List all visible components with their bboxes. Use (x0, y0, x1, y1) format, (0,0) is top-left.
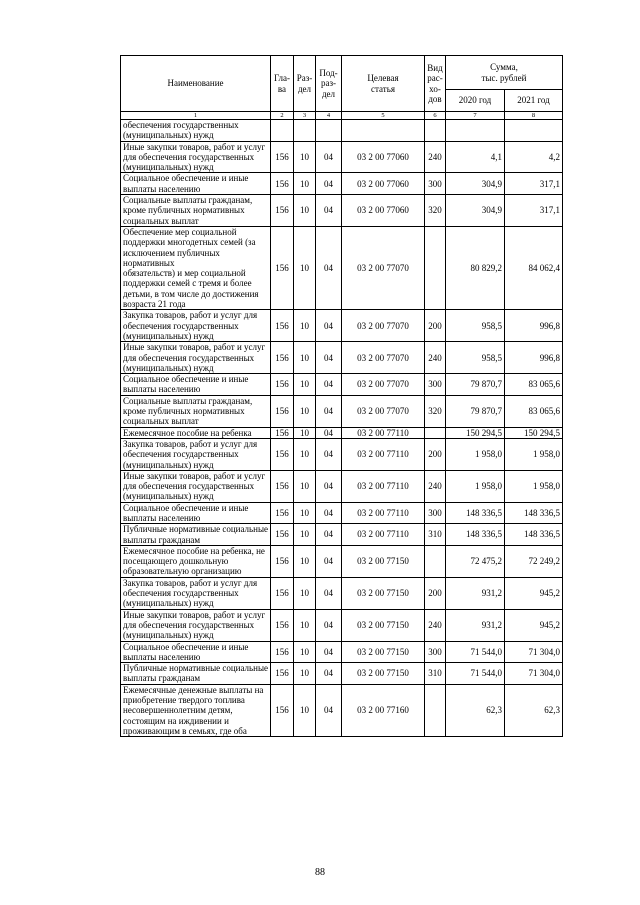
row-podrazdel: 04 (316, 470, 342, 502)
row-name: Публичные нормативные социальные выплаты гражданам (121, 663, 271, 685)
row-celevaya-statya: 03 2 00 77070 (342, 310, 425, 342)
row-celevaya-statya: 03 2 00 77070 (342, 342, 425, 374)
row-glava: 156 (271, 141, 294, 173)
row-glava: 156 (271, 438, 294, 470)
column-number-cell: 2 (271, 112, 294, 120)
row-celevaya-statya: 03 2 00 77110 (342, 427, 425, 438)
row-sum-2020: 148 336,5 (446, 524, 505, 546)
row-razdel: 10 (294, 141, 316, 173)
header-celevaya-statya: Целевая статья (342, 56, 425, 112)
row-vid-rashodov: 200 (425, 577, 446, 609)
column-number-cell: 5 (342, 112, 425, 120)
row-sum-2021: 1 958,0 (505, 470, 563, 502)
row-podrazdel (316, 120, 342, 142)
row-glava: 156 (271, 470, 294, 502)
row-vid-rashodov: 240 (425, 141, 446, 173)
row-celevaya-statya: 03 2 00 77110 (342, 524, 425, 546)
row-sum-2020: 71 544,0 (446, 663, 505, 685)
row-vid-rashodov: 320 (425, 195, 446, 227)
row-sum-2021: 317,1 (505, 173, 563, 195)
row-sum-2020: 931,2 (446, 577, 505, 609)
row-name: Ежемесячное пособие на ребенка, не посещающего дошкольную образовательную организацию (121, 545, 271, 577)
row-name: Иные закупки товаров, работ и услуг для обеспечения государственных (муниципальных) нужд (121, 609, 271, 641)
row-name: Социальные выплаты гражданам, кроме публичных нормативных социальных выплат (121, 395, 271, 427)
row-glava: 156 (271, 427, 294, 438)
header-name: Наименование (121, 56, 271, 112)
row-razdel: 10 (294, 609, 316, 641)
row-podrazdel: 04 (316, 342, 342, 374)
table-row (121, 395, 563, 427)
row-podrazdel: 04 (316, 684, 342, 736)
row-name: Иные закупки товаров, работ и услуг для обеспечения государственных (муниципальных) нужд (121, 141, 271, 173)
row-razdel: 10 (294, 641, 316, 663)
header-year-2020: 2020 год (446, 90, 505, 112)
row-name: Социальное обеспечение и иные выплаты населению (121, 374, 271, 396)
row-razdel: 10 (294, 470, 316, 502)
header-summa: Сумма, тыс. рублей (446, 56, 563, 90)
row-name: Иные закупки товаров, работ и услуг для обеспечения государственных (муниципальных) нужд (121, 470, 271, 502)
row-celevaya-statya: 03 2 00 77110 (342, 470, 425, 502)
row-sum-2021 (505, 120, 563, 142)
row-vid-rashodov (425, 120, 446, 142)
table-row (121, 226, 563, 309)
table-row (121, 545, 563, 577)
row-glava: 156 (271, 663, 294, 685)
row-celevaya-statya: 03 2 00 77060 (342, 173, 425, 195)
row-sum-2020: 931,2 (446, 609, 505, 641)
row-sum-2020: 4,1 (446, 141, 505, 173)
table-row (121, 310, 563, 342)
row-name: Публичные нормативные социальные выплаты гражданам (121, 524, 271, 546)
column-number-cell: 8 (505, 112, 563, 120)
row-podrazdel: 04 (316, 545, 342, 577)
column-number-row (121, 112, 563, 120)
row-podrazdel: 04 (316, 663, 342, 685)
row-sum-2021: 71 304,0 (505, 663, 563, 685)
row-sum-2021: 4,2 (505, 141, 563, 173)
row-glava: 156 (271, 226, 294, 309)
row-razdel: 10 (294, 684, 316, 736)
row-razdel (294, 120, 316, 142)
row-razdel: 10 (294, 524, 316, 546)
row-sum-2020: 1 958,0 (446, 470, 505, 502)
row-celevaya-statya: 03 2 00 77110 (342, 502, 425, 524)
row-vid-rashodov: 300 (425, 173, 446, 195)
row-vid-rashodov (425, 545, 446, 577)
row-sum-2021: 62,3 (505, 684, 563, 736)
row-sum-2020: 62,3 (446, 684, 505, 736)
row-podrazdel: 04 (316, 226, 342, 309)
table-row (121, 641, 563, 663)
header-glava: Гла- ва (271, 56, 294, 112)
table-row (121, 195, 563, 227)
row-sum-2021: 83 065,6 (505, 395, 563, 427)
table-row (121, 342, 563, 374)
row-podrazdel: 04 (316, 141, 342, 173)
row-glava: 156 (271, 195, 294, 227)
row-celevaya-statya (342, 120, 425, 142)
row-glava: 156 (271, 502, 294, 524)
row-razdel: 10 (294, 195, 316, 227)
table-row (121, 609, 563, 641)
row-vid-rashodov: 240 (425, 470, 446, 502)
row-vid-rashodov: 320 (425, 395, 446, 427)
row-podrazdel: 04 (316, 310, 342, 342)
row-sum-2020: 150 294,5 (446, 427, 505, 438)
row-podrazdel: 04 (316, 524, 342, 546)
row-glava: 156 (271, 342, 294, 374)
row-sum-2021: 945,2 (505, 609, 563, 641)
row-razdel: 10 (294, 374, 316, 396)
table-row (121, 173, 563, 195)
row-name: Ежемесячное пособие на ребенка (121, 427, 271, 438)
row-celevaya-statya: 03 2 00 77060 (342, 141, 425, 173)
row-name: Закупка товаров, работ и услуг для обеспечения государственных (муниципальных) нужд (121, 438, 271, 470)
row-sum-2021: 148 336,5 (505, 502, 563, 524)
row-glava: 156 (271, 173, 294, 195)
row-celevaya-statya: 03 2 00 77150 (342, 577, 425, 609)
row-celevaya-statya: 03 2 00 77070 (342, 395, 425, 427)
row-sum-2021: 84 062,4 (505, 226, 563, 309)
row-podrazdel: 04 (316, 641, 342, 663)
row-podrazdel: 04 (316, 577, 342, 609)
row-sum-2021: 150 294,5 (505, 427, 563, 438)
row-celevaya-statya: 03 2 00 77060 (342, 195, 425, 227)
row-name: Социальное обеспечение и иные выплаты населению (121, 641, 271, 663)
column-number-cell: 3 (294, 112, 316, 120)
row-sum-2021: 1 958,0 (505, 438, 563, 470)
row-name: Социальные выплаты гражданам, кроме публичных нормативных социальных выплат (121, 195, 271, 227)
table-body (121, 120, 563, 737)
row-sum-2020: 304,9 (446, 173, 505, 195)
row-razdel: 10 (294, 427, 316, 438)
row-vid-rashodov: 240 (425, 342, 446, 374)
table-row (121, 502, 563, 524)
row-sum-2021: 148 336,5 (505, 524, 563, 546)
table-row (121, 374, 563, 396)
table-row (121, 663, 563, 685)
row-name: Социальное обеспечение и иные выплаты населению (121, 502, 271, 524)
row-vid-rashodov: 240 (425, 609, 446, 641)
row-sum-2021: 996,8 (505, 342, 563, 374)
row-razdel: 10 (294, 310, 316, 342)
row-sum-2021: 72 249,2 (505, 545, 563, 577)
row-podrazdel: 04 (316, 173, 342, 195)
row-vid-rashodov: 310 (425, 663, 446, 685)
row-vid-rashodov: 300 (425, 641, 446, 663)
row-glava: 156 (271, 609, 294, 641)
row-sum-2020: 79 870,7 (446, 374, 505, 396)
budget-table (120, 55, 563, 737)
row-name: Закупка товаров, работ и услуг для обеспечения государственных (муниципальных) нужд (121, 310, 271, 342)
table-row (121, 427, 563, 438)
row-celevaya-statya: 03 2 00 77110 (342, 438, 425, 470)
table-row (121, 438, 563, 470)
row-celevaya-statya: 03 2 00 77070 (342, 226, 425, 309)
row-sum-2020: 71 544,0 (446, 641, 505, 663)
row-vid-rashodov (425, 684, 446, 736)
row-celevaya-statya: 03 2 00 77150 (342, 609, 425, 641)
row-podrazdel: 04 (316, 609, 342, 641)
row-sum-2020: 79 870,7 (446, 395, 505, 427)
row-sum-2020: 148 336,5 (446, 502, 505, 524)
header-razdel: Раз- дел (294, 56, 316, 112)
row-glava (271, 120, 294, 142)
row-sum-2020: 958,5 (446, 310, 505, 342)
row-name: Обеспечение мер социальной поддержки многодетных семей (за исключением публичных нормативных обязательств) и мер социальной поддержки семей с тремя и более детьми, в том числе до достижения возраста 21 года (121, 226, 271, 309)
column-number-cell: 6 (425, 112, 446, 120)
table-row (121, 141, 563, 173)
table-row (121, 120, 563, 142)
row-sum-2020: 958,5 (446, 342, 505, 374)
row-glava: 156 (271, 310, 294, 342)
row-glava: 156 (271, 641, 294, 663)
row-name: Закупка товаров, работ и услуг для обеспечения государственных (муниципальных) нужд (121, 577, 271, 609)
row-glava: 156 (271, 545, 294, 577)
row-sum-2021: 317,1 (505, 195, 563, 227)
header-year-2021: 2021 год (505, 90, 563, 112)
row-vid-rashodov: 310 (425, 524, 446, 546)
row-razdel: 10 (294, 173, 316, 195)
row-name: обеспечения государственных (муниципальных) нужд (121, 120, 271, 142)
row-name: Социальное обеспечение и иные выплаты населению (121, 173, 271, 195)
row-celevaya-statya: 03 2 00 77150 (342, 663, 425, 685)
table-row (121, 684, 563, 736)
row-sum-2020: 72 475,2 (446, 545, 505, 577)
row-name: Ежемесячные денежные выплаты на приобретение твердого топлива несовершеннолетним детям, состоящим на иждивении и проживающим в семьях, где оба (121, 684, 271, 736)
row-podrazdel: 04 (316, 502, 342, 524)
row-vid-rashodov: 200 (425, 438, 446, 470)
row-sum-2020: 80 829,2 (446, 226, 505, 309)
row-sum-2020: 304,9 (446, 195, 505, 227)
row-sum-2020 (446, 120, 505, 142)
row-razdel: 10 (294, 342, 316, 374)
row-podrazdel: 04 (316, 195, 342, 227)
table-row (121, 577, 563, 609)
row-glava: 156 (271, 524, 294, 546)
row-glava: 156 (271, 684, 294, 736)
row-sum-2021: 71 304,0 (505, 641, 563, 663)
row-podrazdel: 04 (316, 395, 342, 427)
row-razdel: 10 (294, 226, 316, 309)
row-celevaya-statya: 03 2 00 77150 (342, 641, 425, 663)
row-glava: 156 (271, 577, 294, 609)
row-vid-rashodov: 300 (425, 374, 446, 396)
row-razdel: 10 (294, 663, 316, 685)
header-podrazdel: Под- раз- дел (316, 56, 342, 112)
row-podrazdel: 04 (316, 438, 342, 470)
row-sum-2021: 945,2 (505, 577, 563, 609)
row-razdel: 10 (294, 502, 316, 524)
row-sum-2020: 1 958,0 (446, 438, 505, 470)
table-header (121, 56, 563, 120)
row-razdel: 10 (294, 577, 316, 609)
row-celevaya-statya: 03 2 00 77150 (342, 545, 425, 577)
row-celevaya-statya: 03 2 00 77160 (342, 684, 425, 736)
row-vid-rashodov (425, 427, 446, 438)
row-razdel: 10 (294, 545, 316, 577)
table-row (121, 470, 563, 502)
row-vid-rashodov: 300 (425, 502, 446, 524)
row-sum-2021: 996,8 (505, 310, 563, 342)
column-number-cell: 4 (316, 112, 342, 120)
page-number: 88 (315, 867, 325, 878)
row-vid-rashodov: 200 (425, 310, 446, 342)
row-glava: 156 (271, 374, 294, 396)
table-row (121, 524, 563, 546)
column-number-cell: 7 (446, 112, 505, 120)
row-glava: 156 (271, 395, 294, 427)
row-celevaya-statya: 03 2 00 77070 (342, 374, 425, 396)
row-razdel: 10 (294, 395, 316, 427)
row-sum-2021: 83 065,6 (505, 374, 563, 396)
row-razdel: 10 (294, 438, 316, 470)
header-vid-rashodov: Вид рас- хо- дов (425, 56, 446, 112)
row-podrazdel: 04 (316, 427, 342, 438)
row-podrazdel: 04 (316, 374, 342, 396)
column-number-cell: 1 (121, 112, 271, 120)
row-vid-rashodov (425, 226, 446, 309)
row-name: Иные закупки товаров, работ и услуг для обеспечения государственных (муниципальных) нужд (121, 342, 271, 374)
